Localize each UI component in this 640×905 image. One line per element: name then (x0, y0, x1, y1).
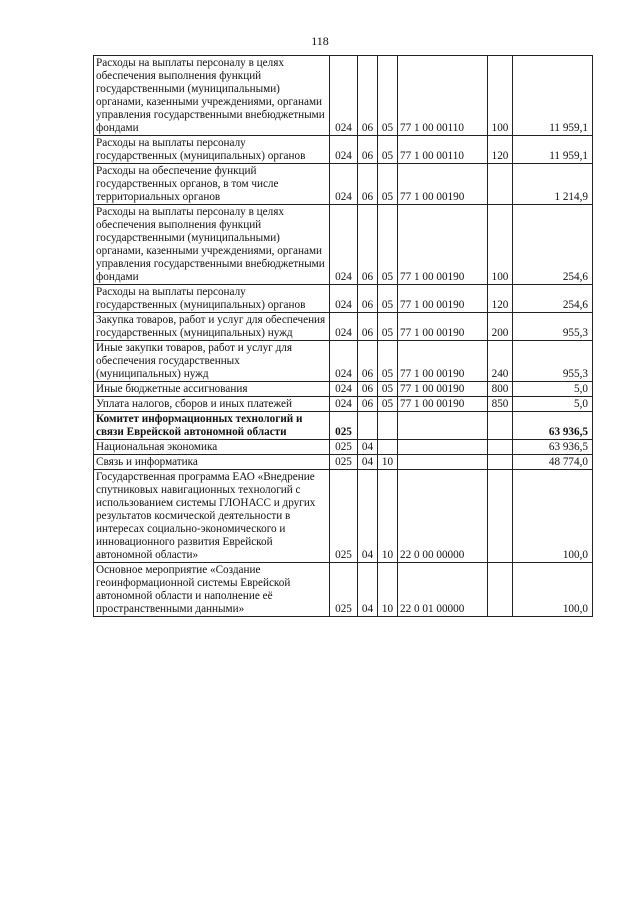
table-row (94, 412, 593, 440)
table-row (94, 164, 593, 205)
expense-type-code: 120 (488, 136, 513, 164)
ministry-code: 025 (330, 563, 358, 617)
expense-type-code: 200 (488, 313, 513, 341)
ministry-code: 024 (330, 397, 358, 412)
row-name: Расходы на выплаты персоналу государственных (муниципальных) органов (94, 285, 330, 313)
ministry-code: 024 (330, 205, 358, 285)
ministry-code: 024 (330, 56, 358, 136)
ministry-code: 024 (330, 164, 358, 205)
ministry-code: 025 (330, 455, 358, 470)
ministry-code: 024 (330, 313, 358, 341)
table-row (94, 455, 593, 470)
amount: 48 774,0 (513, 455, 593, 470)
program-code: 77 1 00 00190 (398, 341, 488, 382)
amount: 63 936,5 (513, 412, 593, 440)
amount: 1 214,9 (513, 164, 593, 205)
subsection-code (378, 440, 398, 455)
ministry-code: 024 (330, 285, 358, 313)
subsection-code: 05 (378, 56, 398, 136)
row-name: Иные закупки товаров, работ и услуг для обеспечения государственных (муниципальных) нужд (94, 341, 330, 382)
program-code: 22 0 00 00000 (398, 470, 488, 563)
row-name: Национальная экономика (94, 440, 330, 455)
section-code: 04 (358, 470, 378, 563)
amount: 5,0 (513, 397, 593, 412)
expense-type-code (488, 455, 513, 470)
row-name: Уплата налогов, сборов и иных платежей (94, 397, 330, 412)
amount: 11 959,1 (513, 136, 593, 164)
program-code (398, 440, 488, 455)
subsection-code: 05 (378, 341, 398, 382)
program-code: 77 1 00 00190 (398, 205, 488, 285)
section-code: 06 (358, 313, 378, 341)
amount: 5,0 (513, 382, 593, 397)
program-code: 77 1 00 00110 (398, 136, 488, 164)
program-code: 22 0 01 00000 (398, 563, 488, 617)
row-name: Расходы на обеспечение функций государственных органов, в том числе территориальных органов (94, 164, 330, 205)
amount: 11 959,1 (513, 56, 593, 136)
row-name: Иные бюджетные ассигнования (94, 382, 330, 397)
row-name: Основное мероприятие «Создание геоинформационной системы Еврейской автономной области и наполнение её пространственными данными» (94, 563, 330, 617)
row-name: Расходы на выплаты персоналу в целях обеспечения выполнения функций государственными (муниципальными) органами, казенными учреждениями, органами управления государственными внебюджетными фондами (94, 56, 330, 136)
section-code: 06 (358, 136, 378, 164)
table-row (94, 56, 593, 136)
amount: 254,6 (513, 205, 593, 285)
section-code: 04 (358, 455, 378, 470)
table-row (94, 341, 593, 382)
expense-type-code: 240 (488, 341, 513, 382)
table-row (94, 382, 593, 397)
table-row (94, 313, 593, 341)
section-code: 04 (358, 440, 378, 455)
expense-type-code (488, 563, 513, 617)
section-code: 06 (358, 205, 378, 285)
section-code: 04 (358, 563, 378, 617)
expense-type-code: 120 (488, 285, 513, 313)
subsection-code: 05 (378, 397, 398, 412)
ministry-code: 024 (330, 341, 358, 382)
expense-type-code: 850 (488, 397, 513, 412)
ministry-code: 025 (330, 412, 358, 440)
program-code: 77 1 00 00110 (398, 56, 488, 136)
expense-type-code (488, 470, 513, 563)
subsection-code: 05 (378, 313, 398, 341)
row-name: Закупка товаров, работ и услуг для обеспечения государственных (муниципальных) нужд (94, 313, 330, 341)
row-name: Государственная программа ЕАО «Внедрение спутниковых навигационных технологий с использованием системы ГЛОНАСС и других результатов космической деятельности в интересах социально-экономического и инновационного развития Еврейской автономной области» (94, 470, 330, 563)
page-number: 118 (311, 34, 329, 48)
amount: 63 936,5 (513, 440, 593, 455)
program-code: 77 1 00 00190 (398, 382, 488, 397)
table-body (94, 56, 593, 617)
amount: 955,3 (513, 341, 593, 382)
program-code (398, 412, 488, 440)
expense-type-code (488, 164, 513, 205)
section-code: 06 (358, 285, 378, 313)
program-code: 77 1 00 00190 (398, 164, 488, 205)
expense-type-code: 100 (488, 205, 513, 285)
table-row (94, 563, 593, 617)
ministry-code: 024 (330, 136, 358, 164)
amount: 100,0 (513, 470, 593, 563)
section-code: 06 (358, 56, 378, 136)
ministry-code: 024 (330, 382, 358, 397)
subsection-code: 10 (378, 470, 398, 563)
table-row (94, 440, 593, 455)
row-name: Расходы на выплаты персоналу государственных (муниципальных) органов (94, 136, 330, 164)
ministry-code: 025 (330, 470, 358, 563)
row-name: Связь и информатика (94, 455, 330, 470)
subsection-code: 10 (378, 455, 398, 470)
section-code: 06 (358, 164, 378, 205)
program-code: 77 1 00 00190 (398, 313, 488, 341)
section-code: 06 (358, 341, 378, 382)
program-code: 77 1 00 00190 (398, 285, 488, 313)
row-name: Расходы на выплаты персоналу в целях обеспечения выполнения функций государственными (муниципальными) органами, казенными учреждениями, органами управления государственными внебюджетными фондами (94, 205, 330, 285)
program-code (398, 455, 488, 470)
section-code: 06 (358, 382, 378, 397)
table-row (94, 136, 593, 164)
budget-table (93, 55, 593, 617)
subsection-code (378, 412, 398, 440)
subsection-code: 05 (378, 136, 398, 164)
subsection-code: 05 (378, 205, 398, 285)
table-row (94, 397, 593, 412)
ministry-code: 025 (330, 440, 358, 455)
program-code: 77 1 00 00190 (398, 397, 488, 412)
table-row (94, 285, 593, 313)
row-name: Комитет информационных технологий и связи Еврейской автономной области (94, 412, 330, 440)
table-row (94, 470, 593, 563)
expense-type-code: 100 (488, 56, 513, 136)
subsection-code: 05 (378, 164, 398, 205)
section-code (358, 412, 378, 440)
amount: 254,6 (513, 285, 593, 313)
subsection-code: 05 (378, 285, 398, 313)
expense-type-code: 800 (488, 382, 513, 397)
table-row (94, 205, 593, 285)
expense-type-code (488, 440, 513, 455)
amount: 100,0 (513, 563, 593, 617)
expense-type-code (488, 412, 513, 440)
section-code: 06 (358, 397, 378, 412)
subsection-code: 10 (378, 563, 398, 617)
amount: 955,3 (513, 313, 593, 341)
subsection-code: 05 (378, 382, 398, 397)
